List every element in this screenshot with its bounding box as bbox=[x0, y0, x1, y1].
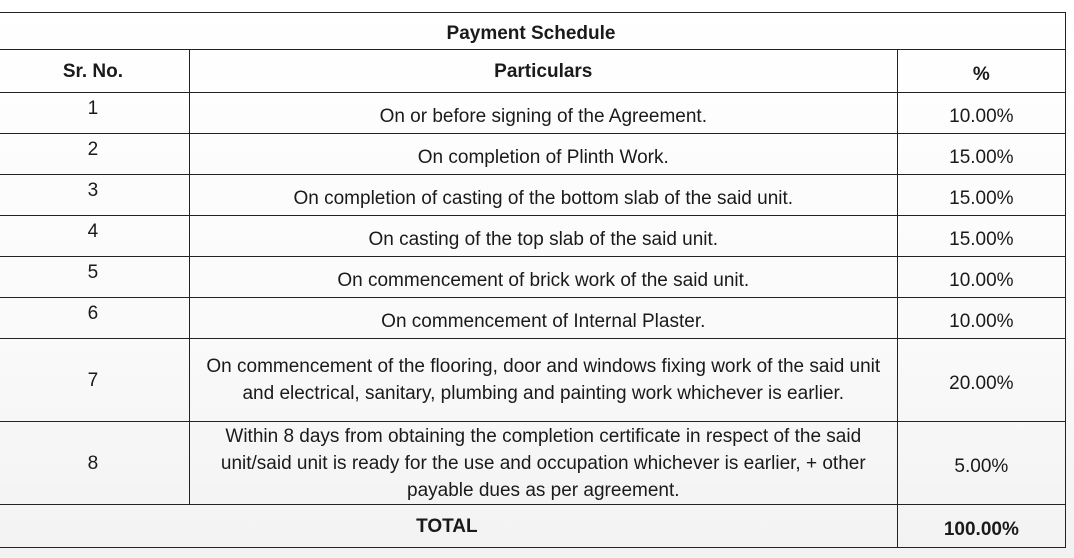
header-particulars: Particulars bbox=[189, 50, 897, 93]
row-particulars: On commencement of Internal Plaster. bbox=[189, 298, 897, 339]
row-percent: 15.00% bbox=[897, 134, 1065, 175]
total-label: TOTAL bbox=[0, 505, 897, 548]
row-sr-no: 5 bbox=[0, 257, 189, 298]
table-header-row bbox=[0, 50, 1066, 93]
table-row bbox=[0, 257, 1066, 298]
row-sr-no: 6 bbox=[0, 298, 189, 339]
row-percent: 10.00% bbox=[897, 93, 1065, 134]
row-percent: 5.00% bbox=[897, 422, 1065, 505]
table-row bbox=[0, 93, 1066, 134]
row-percent: 10.00% bbox=[897, 298, 1065, 339]
row-particulars: On commencement of brick work of the said unit. bbox=[189, 257, 897, 298]
table-title-row bbox=[0, 13, 1066, 50]
row-particulars: On or before signing of the Agreement. bbox=[189, 93, 897, 134]
row-percent: 15.00% bbox=[897, 175, 1065, 216]
row-percent: 20.00% bbox=[897, 339, 1065, 422]
row-sr-no: 4 bbox=[0, 216, 189, 257]
table-row bbox=[0, 134, 1066, 175]
row-particulars: On commencement of the flooring, door and windows fixing work of the said unit and electrical, sanitary, plumbing and painting work whichever is earlier. bbox=[189, 339, 897, 422]
table-row bbox=[0, 422, 1066, 505]
row-sr-no: 3 bbox=[0, 175, 189, 216]
row-particulars: On completion of casting of the bottom slab of the said unit. bbox=[189, 175, 897, 216]
row-particulars: On casting of the top slab of the said unit. bbox=[189, 216, 897, 257]
payment-schedule-table bbox=[0, 12, 1066, 548]
header-percent: % bbox=[897, 50, 1065, 93]
row-sr-no: 7 bbox=[0, 339, 189, 422]
total-percent: 100.00% bbox=[897, 505, 1065, 548]
row-particulars: Within 8 days from obtaining the completion certificate in respect of the said unit/said unit is ready for the use and occupation whichever is earlier, + other payable dues as per agreement. bbox=[189, 422, 897, 505]
row-percent: 15.00% bbox=[897, 216, 1065, 257]
header-sr-no: Sr. No. bbox=[0, 50, 189, 93]
table-row bbox=[0, 175, 1066, 216]
row-sr-no: 1 bbox=[0, 93, 189, 134]
row-sr-no: 8 bbox=[0, 422, 189, 505]
table-title: Payment Schedule bbox=[0, 13, 1066, 50]
total-row bbox=[0, 505, 1066, 548]
table-row bbox=[0, 339, 1066, 422]
table-row bbox=[0, 216, 1066, 257]
row-percent: 10.00% bbox=[897, 257, 1065, 298]
table-row bbox=[0, 298, 1066, 339]
row-particulars: On completion of Plinth Work. bbox=[189, 134, 897, 175]
row-sr-no: 2 bbox=[0, 134, 189, 175]
